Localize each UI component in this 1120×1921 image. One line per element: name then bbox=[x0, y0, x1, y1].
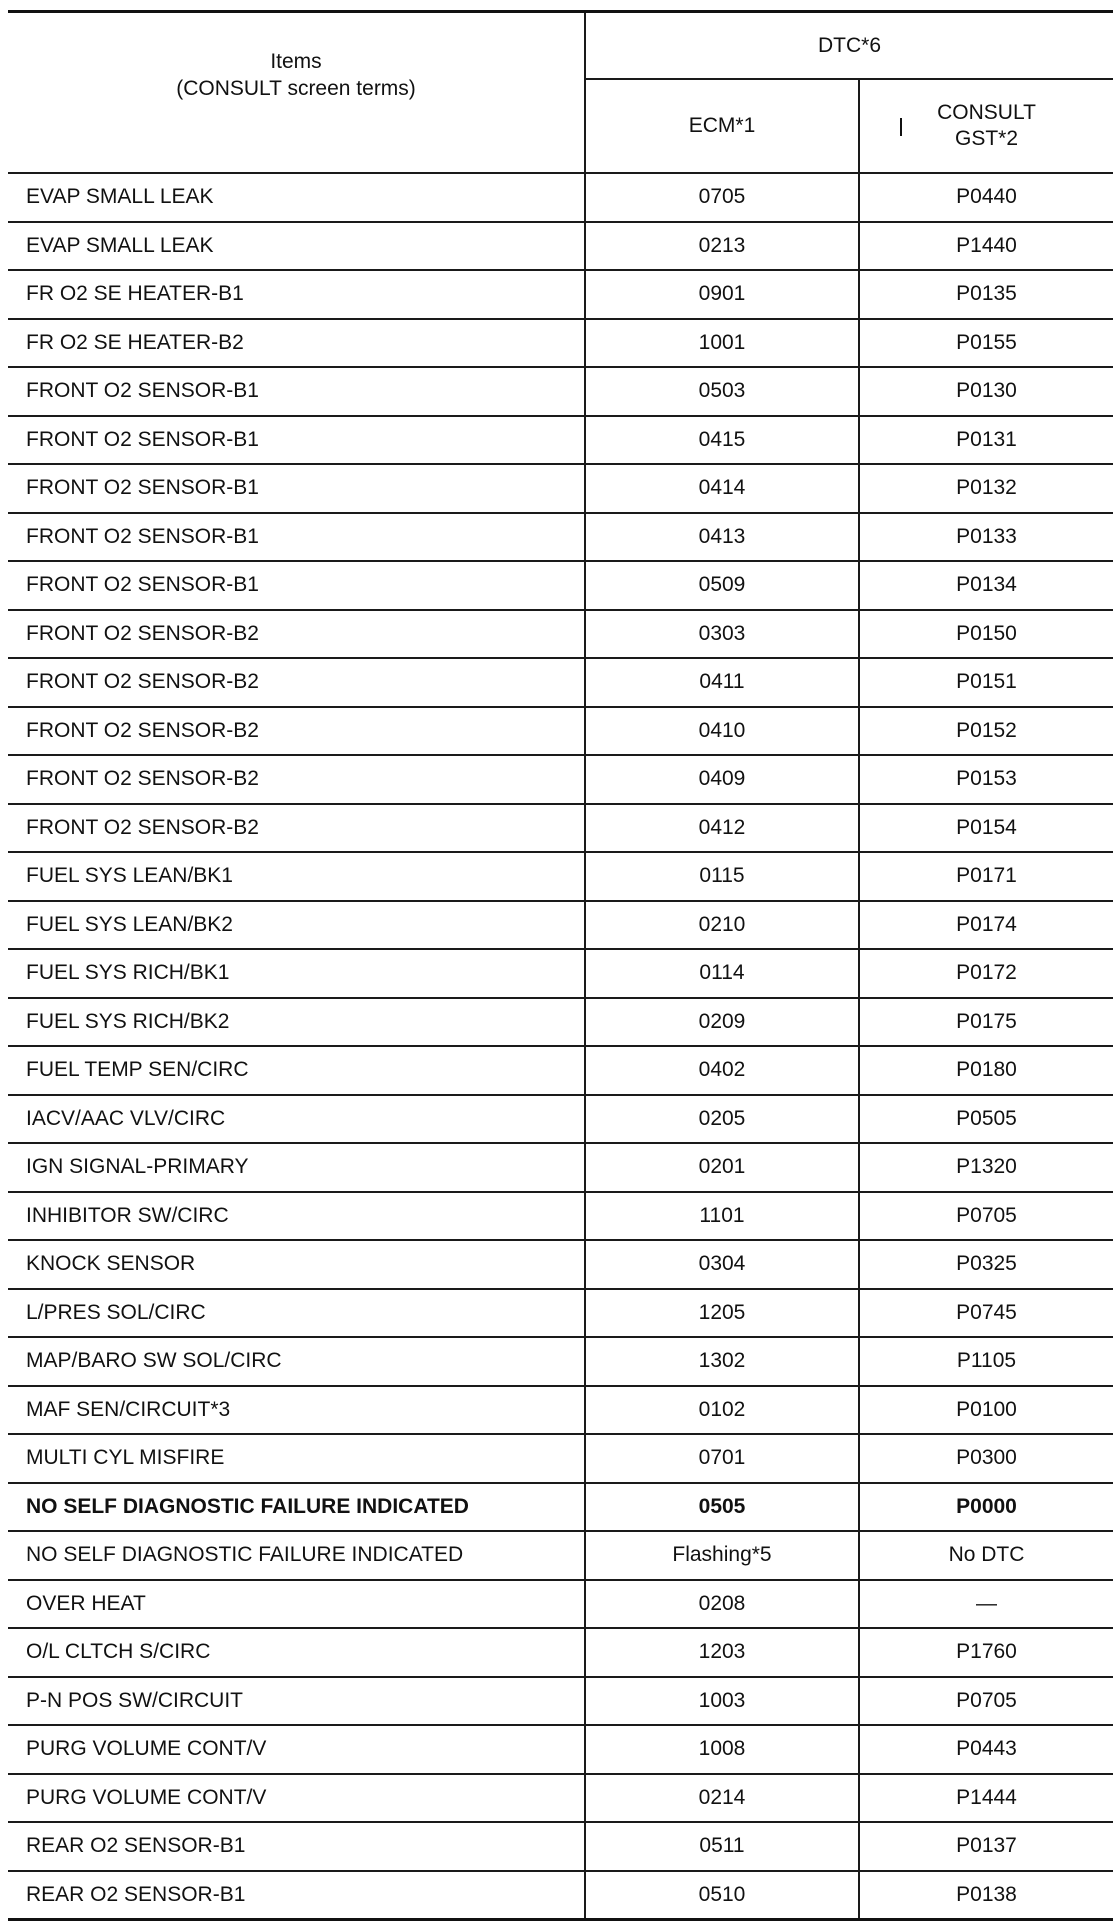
table-row bbox=[8, 1822, 1113, 1871]
ecm-code-cell: 0209 bbox=[585, 998, 859, 1047]
ecm-code-cell: Flashing*5 bbox=[585, 1531, 859, 1580]
item-cell: REAR O2 SENSOR-B1 bbox=[8, 1871, 585, 1920]
ecm-code-cell: 0511 bbox=[585, 1822, 859, 1871]
table-row bbox=[8, 1531, 1113, 1580]
item-cell: FUEL SYS RICH/BK2 bbox=[8, 998, 585, 1047]
item-cell: L/PRES SOL/CIRC bbox=[8, 1289, 585, 1338]
ecm-code-cell: 0410 bbox=[585, 707, 859, 756]
item-cell: FRONT O2 SENSOR-B1 bbox=[8, 513, 585, 562]
ecm-code-cell: 0210 bbox=[585, 901, 859, 950]
item-cell: NO SELF DIAGNOSTIC FAILURE INDICATED bbox=[8, 1483, 585, 1532]
gst-code-cell: P1440 bbox=[859, 222, 1113, 271]
ecm-code-cell: 0205 bbox=[585, 1095, 859, 1144]
gst-code-cell: P0705 bbox=[859, 1192, 1113, 1241]
ecm-code-cell: 0412 bbox=[585, 804, 859, 853]
gst-code-cell: P0300 bbox=[859, 1434, 1113, 1483]
gst-code-cell: P0153 bbox=[859, 755, 1113, 804]
ecm-code-cell: 0705 bbox=[585, 173, 859, 222]
table-row bbox=[8, 1628, 1113, 1677]
ecm-code-cell: 1205 bbox=[585, 1289, 859, 1338]
gst-code-cell: P0155 bbox=[859, 319, 1113, 368]
ecm-code-cell: 1001 bbox=[585, 319, 859, 368]
dtc-table bbox=[8, 10, 1113, 1921]
ecm-column-header: ECM*1 bbox=[585, 79, 859, 173]
item-cell: IGN SIGNAL-PRIMARY bbox=[8, 1143, 585, 1192]
table-row bbox=[8, 1677, 1113, 1726]
gst-code-cell: P0132 bbox=[859, 464, 1113, 513]
ecm-code-cell: 0304 bbox=[585, 1240, 859, 1289]
item-cell: FRONT O2 SENSOR-B2 bbox=[8, 804, 585, 853]
ecm-code-cell: 0303 bbox=[585, 610, 859, 659]
item-cell: INHIBITOR SW/CIRC bbox=[8, 1192, 585, 1241]
ecm-code-cell: 0414 bbox=[585, 464, 859, 513]
ecm-code-cell: 0901 bbox=[585, 270, 859, 319]
gst-code-cell: P0171 bbox=[859, 852, 1113, 901]
table-row bbox=[8, 416, 1113, 465]
item-cell: FR O2 SE HEATER-B2 bbox=[8, 319, 585, 368]
items-column-header bbox=[8, 12, 585, 174]
item-cell: FRONT O2 SENSOR-B2 bbox=[8, 610, 585, 659]
item-cell: MAP/BARO SW SOL/CIRC bbox=[8, 1337, 585, 1386]
table-row bbox=[8, 1580, 1113, 1629]
gst-code-cell: P0133 bbox=[859, 513, 1113, 562]
table-row bbox=[8, 1337, 1113, 1386]
item-cell: FRONT O2 SENSOR-B1 bbox=[8, 416, 585, 465]
item-cell: FUEL SYS RICH/BK1 bbox=[8, 949, 585, 998]
table-row bbox=[8, 222, 1113, 271]
table-row bbox=[8, 1192, 1113, 1241]
gst-code-cell: P1760 bbox=[859, 1628, 1113, 1677]
table-row bbox=[8, 1240, 1113, 1289]
ecm-code-cell: 0102 bbox=[585, 1386, 859, 1435]
ecm-code-cell: 1101 bbox=[585, 1192, 859, 1241]
gst-code-cell: P0150 bbox=[859, 610, 1113, 659]
gst-code-cell: P0745 bbox=[859, 1289, 1113, 1338]
gst-code-cell: P0440 bbox=[859, 173, 1113, 222]
dtc-group-header: DTC*6 bbox=[585, 12, 1113, 80]
ecm-code-cell: 0201 bbox=[585, 1143, 859, 1192]
gst-code-cell: P0175 bbox=[859, 998, 1113, 1047]
ecm-code-cell: 0114 bbox=[585, 949, 859, 998]
item-cell: FUEL SYS LEAN/BK2 bbox=[8, 901, 585, 950]
gst-code-cell: No DTC bbox=[859, 1531, 1113, 1580]
table-row bbox=[8, 1095, 1113, 1144]
table-row bbox=[8, 658, 1113, 707]
table-row bbox=[8, 1289, 1113, 1338]
ecm-code-cell: 1008 bbox=[585, 1725, 859, 1774]
gst-code-cell: P0137 bbox=[859, 1822, 1113, 1871]
gst-code-cell: P0134 bbox=[859, 561, 1113, 610]
gst-code-cell: P0180 bbox=[859, 1046, 1113, 1095]
gst-code-cell: P0325 bbox=[859, 1240, 1113, 1289]
table-row bbox=[8, 1725, 1113, 1774]
item-cell: MAF SEN/CIRCUIT*3 bbox=[8, 1386, 585, 1435]
table-row bbox=[8, 852, 1113, 901]
ecm-code-cell: 0214 bbox=[585, 1774, 859, 1823]
item-cell: PURG VOLUME CONT/V bbox=[8, 1774, 585, 1823]
gst-code-cell: P0505 bbox=[859, 1095, 1113, 1144]
item-cell: FRONT O2 SENSOR-B2 bbox=[8, 707, 585, 756]
gst-code-cell: P1105 bbox=[859, 1337, 1113, 1386]
table-row bbox=[8, 1774, 1113, 1823]
gst-code-cell: P1444 bbox=[859, 1774, 1113, 1823]
table-row bbox=[8, 707, 1113, 756]
ecm-code-cell: 0409 bbox=[585, 755, 859, 804]
items-header-subtitle: (CONSULT screen terms) bbox=[176, 76, 416, 100]
gst-code-cell: P0130 bbox=[859, 367, 1113, 416]
item-cell: FRONT O2 SENSOR-B2 bbox=[8, 755, 585, 804]
gst-code-cell: P0174 bbox=[859, 901, 1113, 950]
gst-header-line1: CONSULT bbox=[937, 101, 1036, 125]
gst-code-cell: P0151 bbox=[859, 658, 1113, 707]
ecm-code-cell: 1302 bbox=[585, 1337, 859, 1386]
ecm-code-cell: 0213 bbox=[585, 222, 859, 271]
ecm-code-cell: 1203 bbox=[585, 1628, 859, 1677]
gst-code-cell: P0135 bbox=[859, 270, 1113, 319]
gst-code-cell: P0152 bbox=[859, 707, 1113, 756]
table-row bbox=[8, 464, 1113, 513]
ecm-code-cell: 0115 bbox=[585, 852, 859, 901]
item-cell: EVAP SMALL LEAK bbox=[8, 222, 585, 271]
gst-code-cell: P0172 bbox=[859, 949, 1113, 998]
table-row bbox=[8, 561, 1113, 610]
ecm-code-cell: 0411 bbox=[585, 658, 859, 707]
items-header-title: Items bbox=[270, 49, 322, 73]
table-row bbox=[8, 1483, 1113, 1532]
table-row bbox=[8, 1434, 1113, 1483]
item-cell: PURG VOLUME CONT/V bbox=[8, 1725, 585, 1774]
table-row bbox=[8, 513, 1113, 562]
gst-code-cell: P0000 bbox=[859, 1483, 1113, 1532]
table-row bbox=[8, 1386, 1113, 1435]
gst-header-line2: GST*2 bbox=[954, 127, 1019, 151]
item-cell: FUEL TEMP SEN/CIRC bbox=[8, 1046, 585, 1095]
gst-code-cell: P0443 bbox=[859, 1725, 1113, 1774]
revision-bar-mark bbox=[900, 118, 902, 136]
gst-code-cell: P1320 bbox=[859, 1143, 1113, 1192]
item-cell: OVER HEAT bbox=[8, 1580, 585, 1629]
gst-code-cell: P0705 bbox=[859, 1677, 1113, 1726]
item-cell: FRONT O2 SENSOR-B1 bbox=[8, 561, 585, 610]
table-row bbox=[8, 173, 1113, 222]
ecm-code-cell: 0413 bbox=[585, 513, 859, 562]
table-row bbox=[8, 998, 1113, 1047]
table-row bbox=[8, 901, 1113, 950]
ecm-code-cell: 0701 bbox=[585, 1434, 859, 1483]
table-row bbox=[8, 270, 1113, 319]
item-cell: FR O2 SE HEATER-B1 bbox=[8, 270, 585, 319]
ecm-code-cell: 0415 bbox=[585, 416, 859, 465]
table-header bbox=[8, 12, 1113, 174]
item-cell: P-N POS SW/CIRCUIT bbox=[8, 1677, 585, 1726]
ecm-code-cell: 1003 bbox=[585, 1677, 859, 1726]
item-cell: FRONT O2 SENSOR-B2 bbox=[8, 658, 585, 707]
item-cell: FRONT O2 SENSOR-B1 bbox=[8, 464, 585, 513]
item-cell: KNOCK SENSOR bbox=[8, 1240, 585, 1289]
ecm-code-cell: 0503 bbox=[585, 367, 859, 416]
table-row bbox=[8, 804, 1113, 853]
table-row bbox=[8, 755, 1113, 804]
item-cell: O/L CLTCH S/CIRC bbox=[8, 1628, 585, 1677]
table-row bbox=[8, 1143, 1113, 1192]
gst-code-cell: P0131 bbox=[859, 416, 1113, 465]
table-row bbox=[8, 949, 1113, 998]
table-row bbox=[8, 1046, 1113, 1095]
gst-code-cell: P0154 bbox=[859, 804, 1113, 853]
table-row bbox=[8, 610, 1113, 659]
table-body bbox=[8, 173, 1113, 1920]
ecm-code-cell: 0402 bbox=[585, 1046, 859, 1095]
table-row bbox=[8, 1871, 1113, 1920]
ecm-code-cell: 0509 bbox=[585, 561, 859, 610]
table-row bbox=[8, 367, 1113, 416]
ecm-code-cell: 0510 bbox=[585, 1871, 859, 1920]
table-row bbox=[8, 319, 1113, 368]
item-cell: MULTI CYL MISFIRE bbox=[8, 1434, 585, 1483]
ecm-code-cell: 0505 bbox=[585, 1483, 859, 1532]
item-cell: FRONT O2 SENSOR-B1 bbox=[8, 367, 585, 416]
gst-code-cell: P0100 bbox=[859, 1386, 1113, 1435]
item-cell: IACV/AAC VLV/CIRC bbox=[8, 1095, 585, 1144]
gst-code-cell: — bbox=[859, 1580, 1113, 1629]
item-cell: NO SELF DIAGNOSTIC FAILURE INDICATED bbox=[8, 1531, 585, 1580]
ecm-code-cell: 0208 bbox=[585, 1580, 859, 1629]
item-cell: EVAP SMALL LEAK bbox=[8, 173, 585, 222]
gst-column-header bbox=[859, 79, 1113, 173]
item-cell: REAR O2 SENSOR-B1 bbox=[8, 1822, 585, 1871]
item-cell: FUEL SYS LEAN/BK1 bbox=[8, 852, 585, 901]
gst-code-cell: P0138 bbox=[859, 1871, 1113, 1920]
